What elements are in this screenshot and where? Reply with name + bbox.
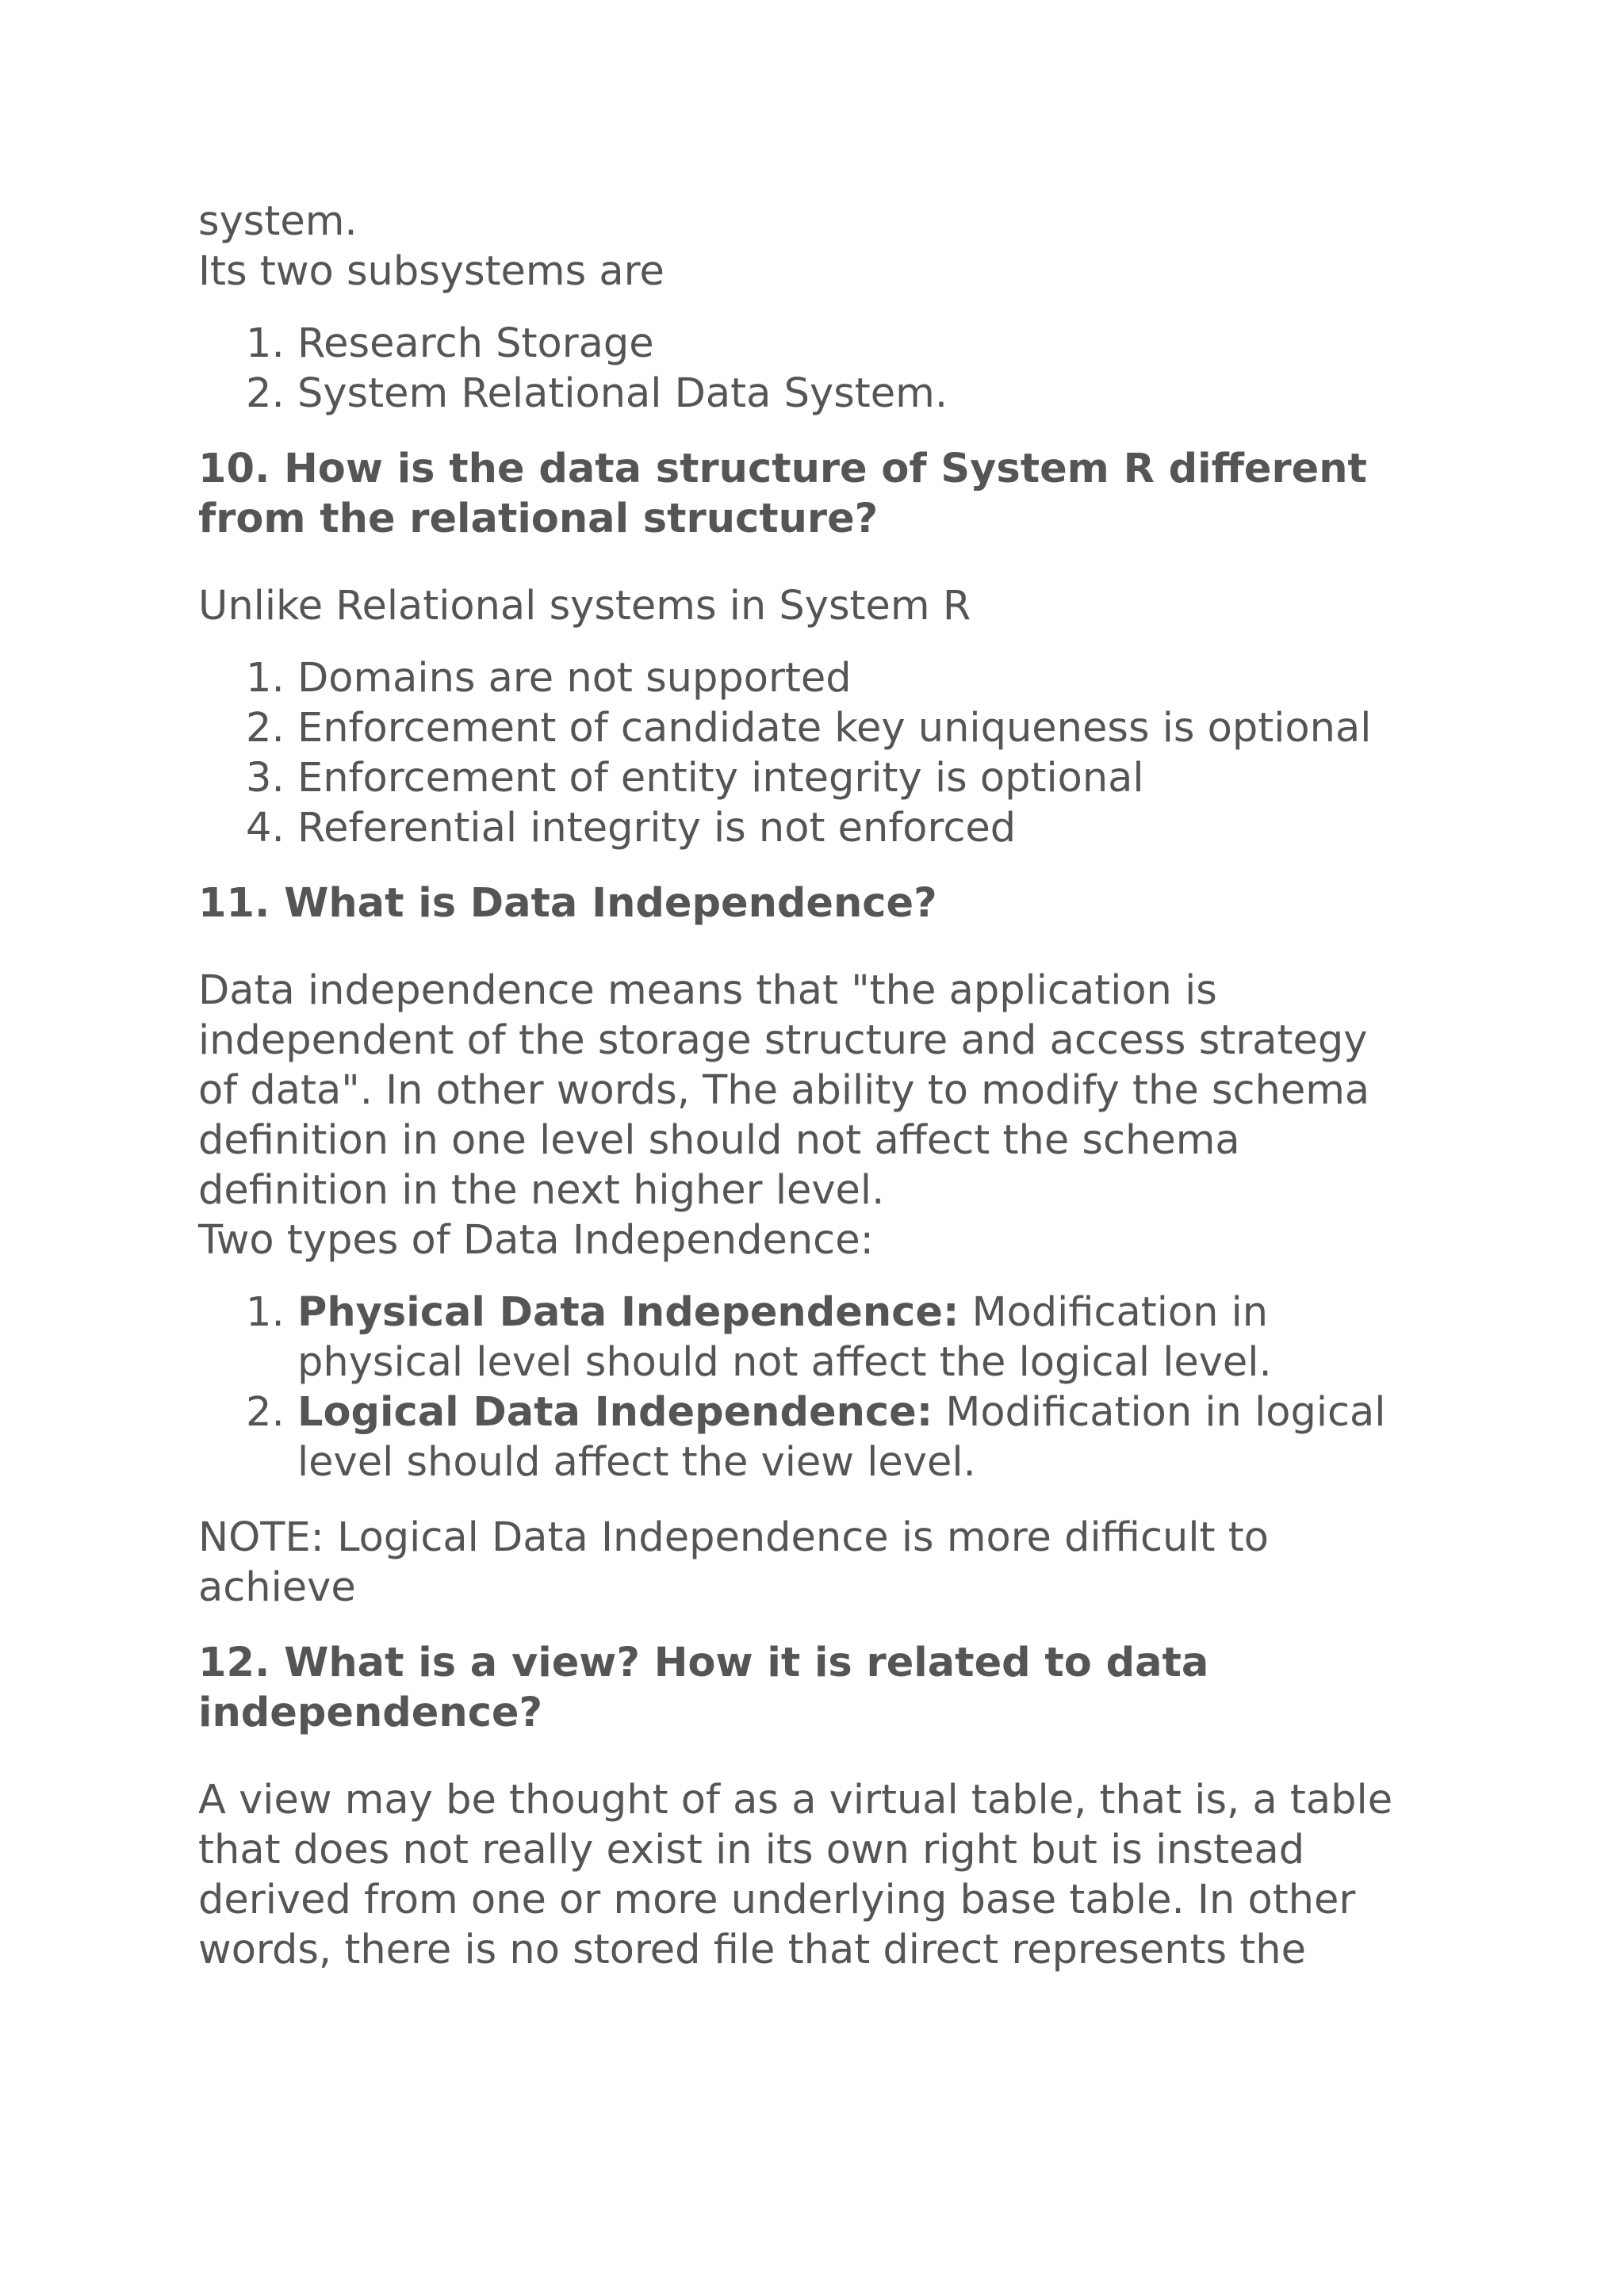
list-term: Physical Data Independence: (297, 1289, 959, 1336)
list-item (198, 703, 1467, 753)
list-text: Modification in logical (933, 1389, 1386, 1436)
document-page (198, 197, 1467, 1975)
list-term: Logical Data Independence: (297, 1389, 933, 1436)
list-text: Domains are not supported (297, 655, 852, 702)
list-item (198, 653, 1467, 703)
q12-para-line: derived from one or more underlying base table. In other (198, 1877, 1356, 1923)
list-item (198, 803, 1467, 853)
q12-heading (198, 1638, 1467, 1738)
list-text: Modification in (959, 1289, 1269, 1336)
q11-para-line: definition in the next higher level. (198, 1167, 885, 1214)
intro-line-1: system. (198, 198, 358, 245)
q11-para-line: definition in one level should not affect the schema (198, 1117, 1240, 1164)
list-item (198, 1387, 1467, 1487)
q12-heading-line-1: 12. What is a view? How it is related to data (198, 1640, 1209, 1686)
list-text: Research Storage (297, 320, 654, 367)
list-number: 1. (246, 655, 285, 702)
list-item (198, 753, 1467, 803)
subsystems-list (198, 319, 1467, 419)
list-number: 1. (246, 1289, 285, 1336)
q11-para-line: Two types of Data Independence: (198, 1217, 874, 1264)
list-item (198, 319, 1467, 369)
q10-intro: Unlike Relational systems in System R (198, 583, 971, 629)
list-number: 1. (246, 320, 285, 367)
list-text: Referential integrity is not enforced (297, 805, 1017, 851)
q12-para-line: words, there is no stored file that direct represents the (198, 1927, 1306, 1973)
list-number: 2. (246, 705, 285, 752)
list-number: 2. (246, 1389, 285, 1436)
q12-paragraph (198, 1775, 1467, 1975)
q10-list (198, 653, 1467, 853)
q10-heading-line-2: from the relational structure? (198, 496, 879, 542)
list-text: level should affect the view level. (297, 1439, 976, 1486)
list-number: 4. (246, 805, 285, 851)
q11-paragraph (198, 966, 1467, 1265)
note-line: achieve (198, 1564, 356, 1611)
list-text: Enforcement of candidate key uniqueness is optional (297, 705, 1372, 752)
list-item (198, 1288, 1467, 1387)
q10-heading-line-1: 10. How is the data structure of System R different (198, 446, 1367, 492)
q11-para-line: Data independence means that "the application is (198, 967, 1217, 1014)
list-number: 3. (246, 755, 285, 802)
q12-para-line: that does not really exist in its own right but is instead (198, 1827, 1305, 1873)
intro-line-2: Its two subsystems are (198, 248, 665, 295)
list-text: System Relational Data System. (297, 370, 948, 417)
q12-heading-line-2: independence? (198, 1689, 543, 1736)
list-text: Enforcement of entity integrity is optional (297, 755, 1144, 802)
q11-list (198, 1288, 1467, 1487)
q11-para-line: of data". In other words, The ability to modify the schema (198, 1067, 1370, 1114)
list-text: physical level should not affect the logical level. (297, 1339, 1272, 1386)
q11-para-line: independent of the storage structure and access strategy (198, 1017, 1368, 1064)
note-line: NOTE: Logical Data Independence is more difficult to (198, 1514, 1269, 1561)
list-item (198, 369, 1467, 419)
q11-note (198, 1513, 1467, 1613)
q10-heading (198, 444, 1467, 544)
q11-heading: 11. What is Data Independence? (198, 880, 937, 927)
q12-para-line: A view may be thought of as a virtual table, that is, a table (198, 1777, 1393, 1823)
list-number: 2. (246, 370, 285, 417)
